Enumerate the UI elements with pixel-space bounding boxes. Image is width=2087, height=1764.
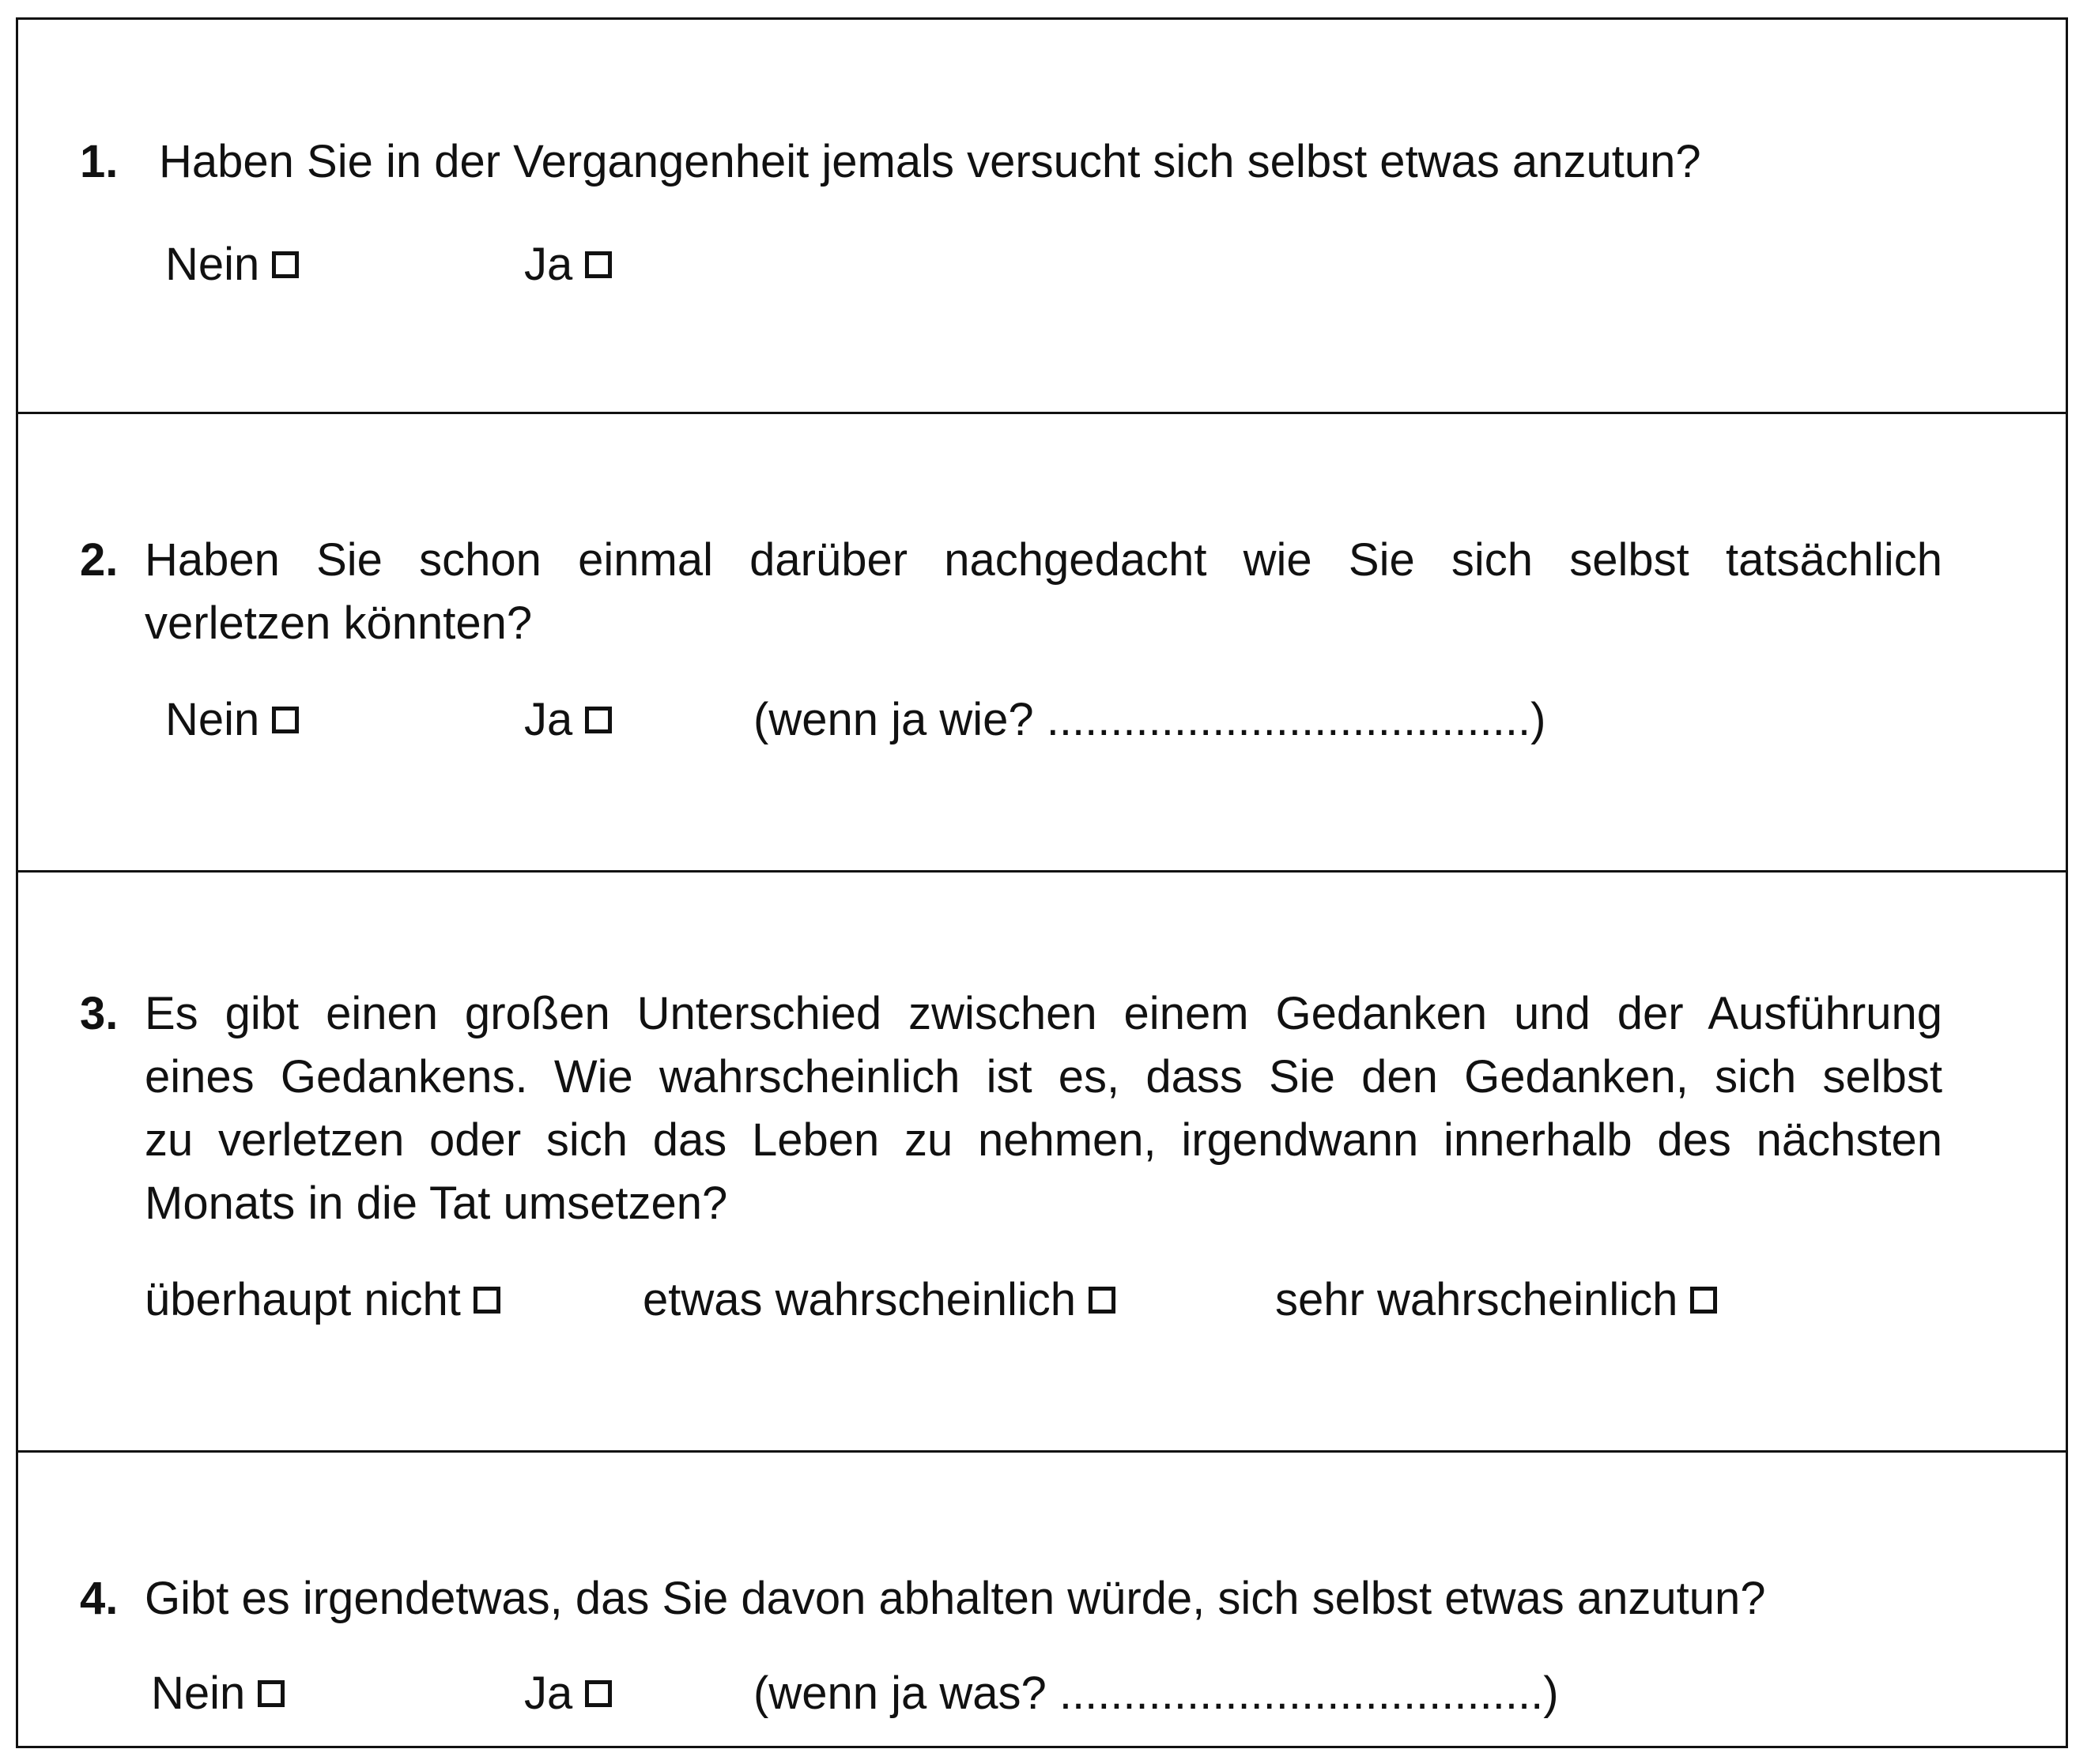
question-2-option-nein[interactable] bbox=[165, 688, 299, 752]
question-3-line: zu verletzen oder sich das Leben zu nehmen, irgendwann innerhalb des nächsten bbox=[145, 1114, 1942, 1166]
question-2-number: 2. bbox=[80, 534, 119, 586]
question-4-number: 4. bbox=[80, 1573, 119, 1624]
checkbox[interactable] bbox=[258, 1680, 285, 1707]
option-label: Ja bbox=[524, 239, 573, 290]
question-4-option-ja[interactable] bbox=[524, 1662, 612, 1725]
question-3-line: eines Gedankens. Wie wahrscheinlich ist es, dass Sie den Gedanken, sich selbst bbox=[145, 1051, 1942, 1102]
option-label: überhaupt nicht bbox=[145, 1274, 461, 1325]
question-3-option-sehr-wahrscheinlich[interactable] bbox=[1275, 1268, 1717, 1332]
checkbox[interactable] bbox=[272, 251, 299, 278]
section-divider bbox=[18, 1450, 2066, 1453]
question-1-option-ja[interactable] bbox=[524, 233, 612, 296]
question-3-number: 3. bbox=[80, 988, 119, 1039]
question-4-line: Gibt es irgendetwas, das Sie davon abhalten würde, sich selbst etwas anzutun? bbox=[145, 1573, 1766, 1624]
checkbox[interactable] bbox=[585, 1680, 612, 1707]
option-label: Nein bbox=[165, 239, 260, 290]
option-label: Nein bbox=[165, 694, 260, 745]
question-2-line: verletzen könnten? bbox=[145, 597, 533, 649]
option-label: etwas wahrscheinlich bbox=[643, 1274, 1077, 1325]
option-label: Ja bbox=[524, 1668, 573, 1719]
question-1-text bbox=[159, 130, 1701, 194]
question-2-option-ja[interactable] bbox=[524, 688, 612, 752]
checkbox[interactable] bbox=[585, 707, 612, 733]
checkbox[interactable] bbox=[585, 251, 612, 278]
question-1-line: Haben Sie in der Vergangenheit jemals versucht sich selbst etwas anzutun? bbox=[159, 136, 1701, 187]
option-label: Ja bbox=[524, 694, 573, 745]
question-2-text bbox=[145, 529, 1942, 655]
question-3-option-etwas-wahrscheinlich[interactable] bbox=[643, 1268, 1115, 1332]
checkbox[interactable] bbox=[1089, 1287, 1115, 1314]
option-label: Nein bbox=[151, 1668, 246, 1719]
question-1-option-nein[interactable] bbox=[165, 233, 299, 296]
option-label: sehr wahrscheinlich bbox=[1275, 1274, 1678, 1325]
question-3-line: Monats in die Tat umsetzen? bbox=[145, 1178, 728, 1229]
section-divider bbox=[18, 412, 2066, 414]
question-2-line: Haben Sie schon einmal darüber nachgedacht wie Sie sich selbst tatsächlich bbox=[145, 534, 1942, 586]
question-1-number: 1. bbox=[80, 136, 119, 187]
checkbox[interactable] bbox=[474, 1287, 500, 1314]
question-4-option-nein[interactable] bbox=[151, 1662, 285, 1725]
section-divider bbox=[18, 870, 2066, 873]
question-4-text bbox=[145, 1567, 1766, 1630]
question-4-followup-field[interactable]: (wenn ja was? ......................................) bbox=[753, 1668, 1559, 1719]
checkbox[interactable] bbox=[272, 707, 299, 733]
question-3-text bbox=[145, 982, 1942, 1235]
question-3-line: Es gibt einen großen Unterschied zwischen einem Gedanken und der Ausführung bbox=[145, 988, 1942, 1039]
question-3-option-ueberhaupt-nicht[interactable] bbox=[145, 1268, 500, 1332]
checkbox[interactable] bbox=[1690, 1287, 1717, 1314]
questionnaire-form bbox=[16, 17, 2068, 1748]
question-2-followup-field[interactable]: (wenn ja wie? ......................................) bbox=[753, 694, 1546, 745]
